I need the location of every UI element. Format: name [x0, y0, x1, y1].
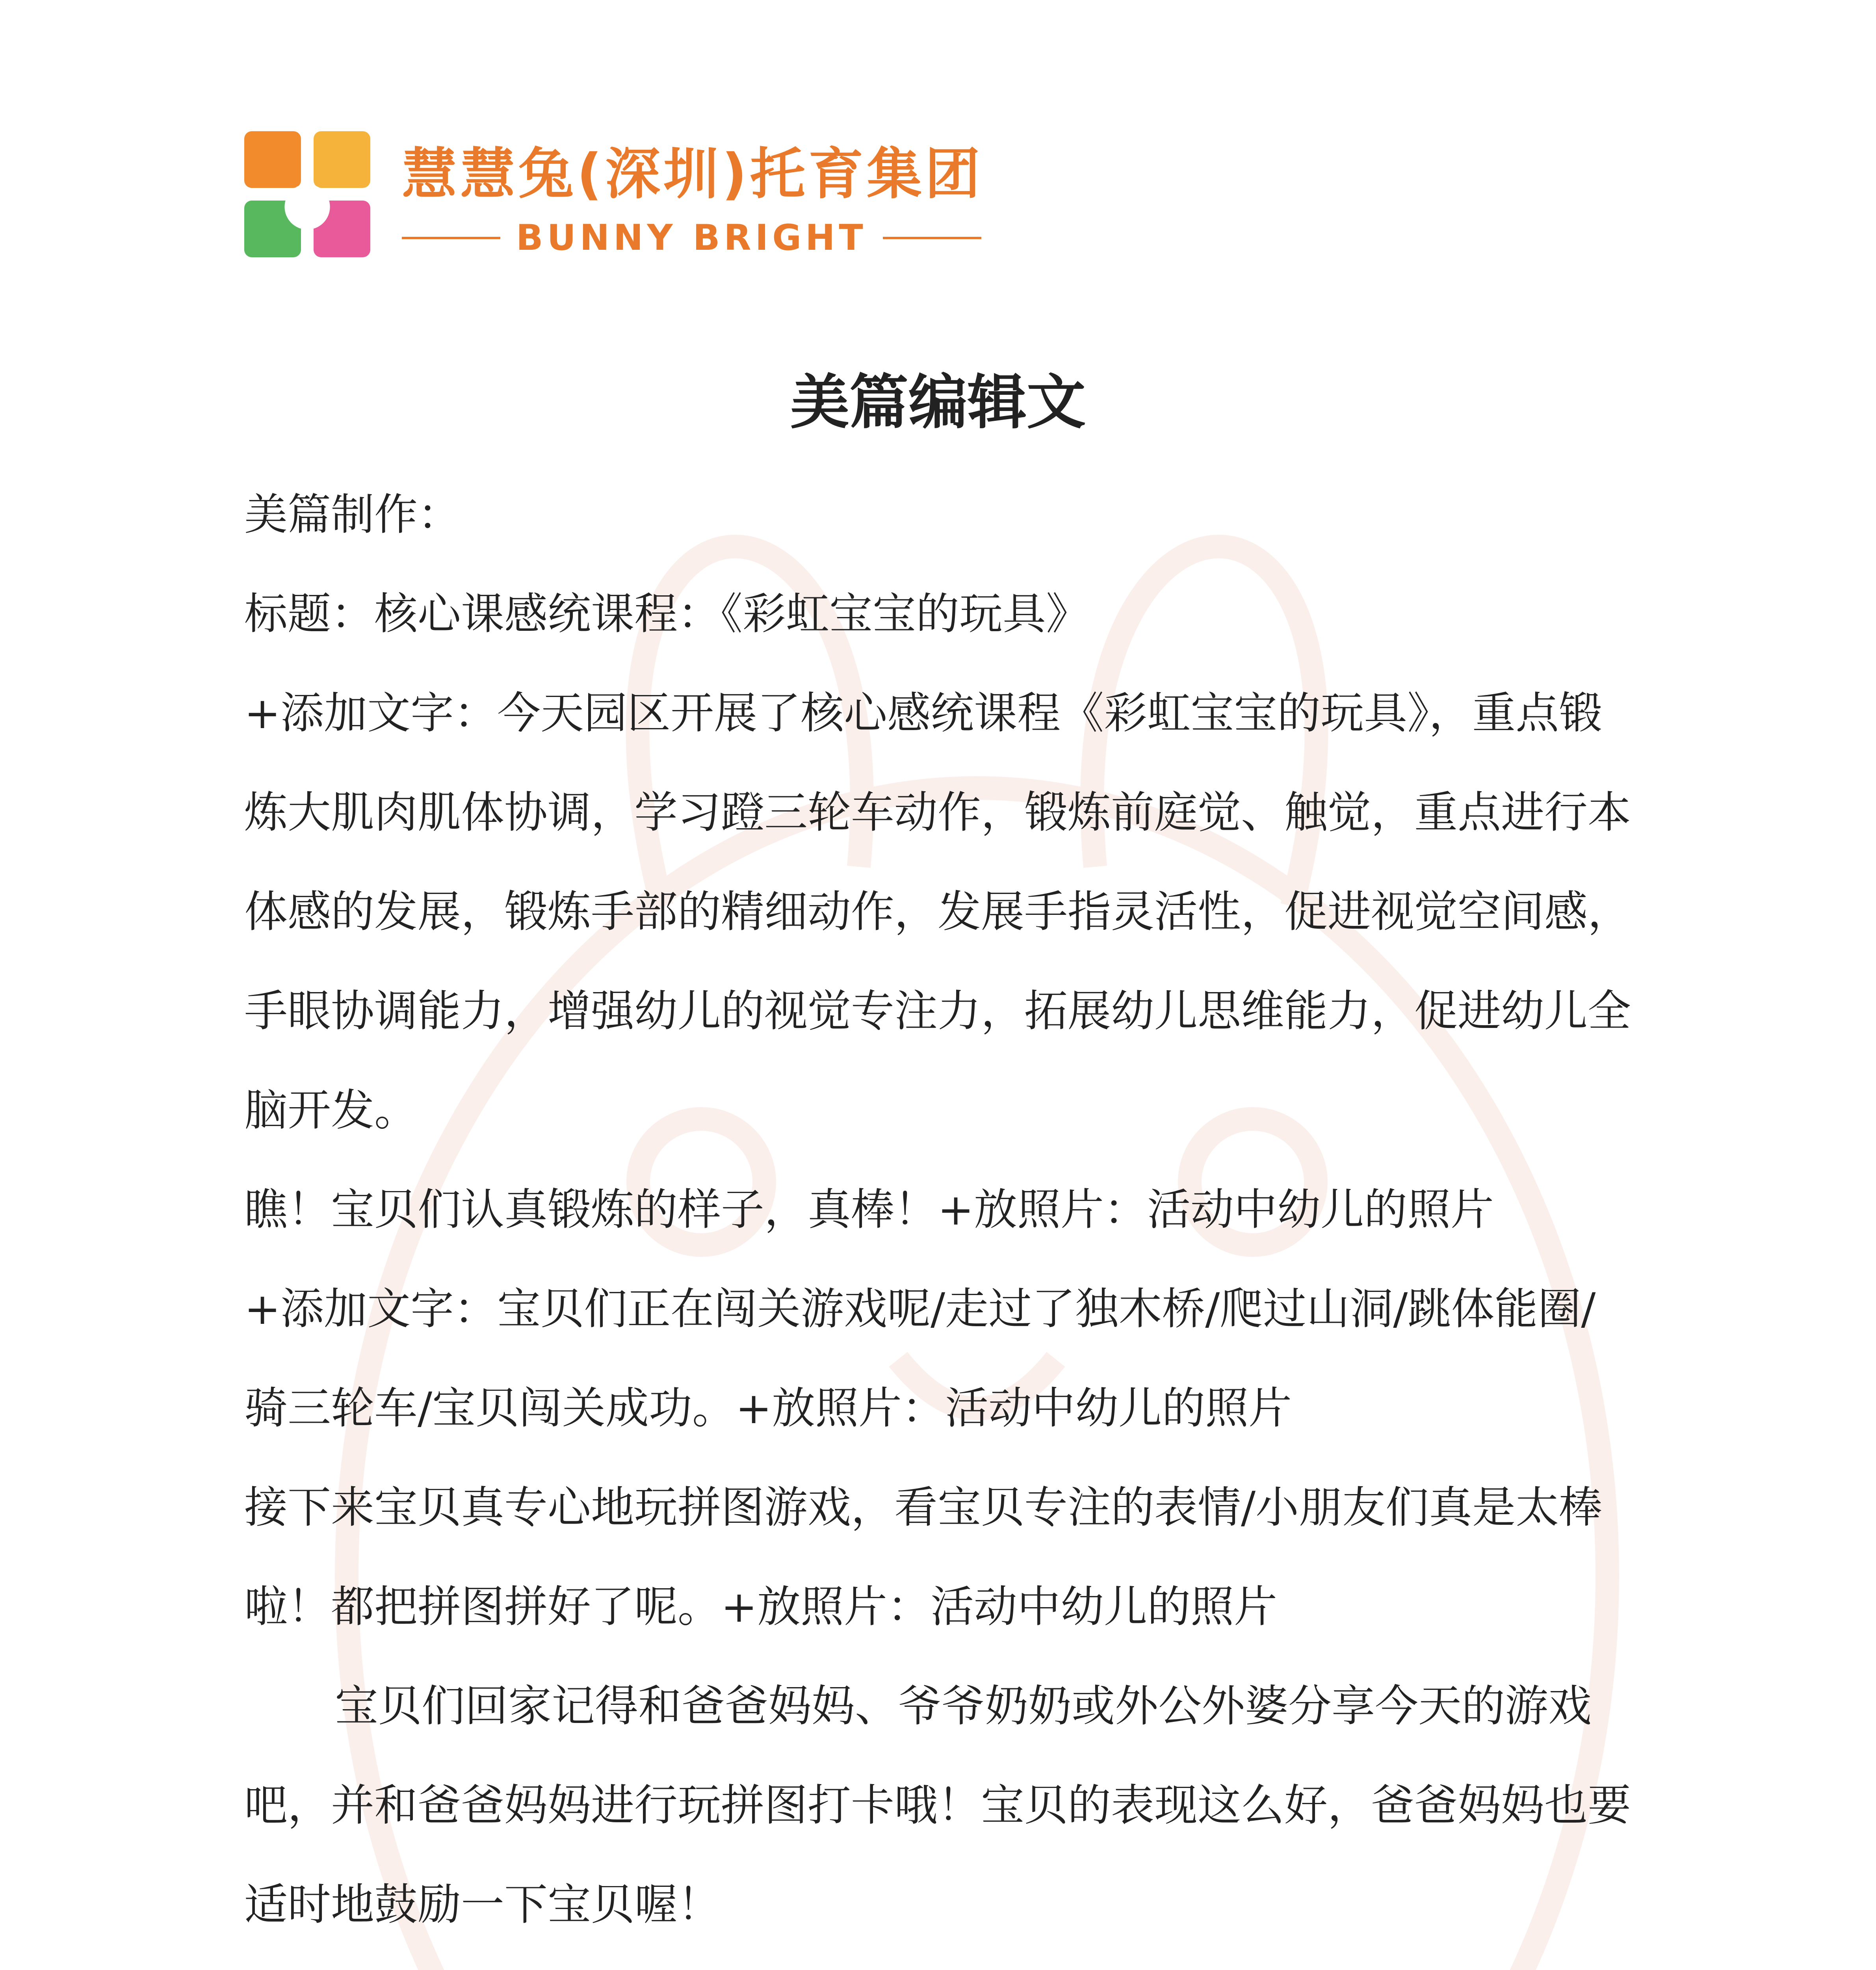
brand-header [244, 130, 983, 258]
bunny-logo-icon [244, 131, 370, 257]
brand-name-en-text: BUNNY BRIGHT [516, 217, 867, 258]
brand-name-cn: 慧慧兔(深圳)托育集团 [402, 142, 983, 206]
brand-name-en [402, 217, 983, 258]
brand-text [402, 130, 983, 258]
paragraph: 美篇制作： [244, 489, 461, 540]
paragraph: 瞧！宝贝们认真锻炼的样子，真棒！+放照片：活动中幼儿的照片 [244, 1184, 1494, 1235]
paragraph: 宝贝们回家记得和爸爸妈妈、爷爷奶奶或外公外婆分享今天的游戏吧，并和爸爸妈妈进行玩拼图打卡哦！宝贝的表现这么好，爸爸妈妈也要适时地鼓励一下宝贝喔！ [244, 1681, 1631, 1930]
divider [883, 237, 981, 239]
paragraph: +添加文字：今天园区开展了核心感统课程《彩虹宝宝的玩具》，重点锻炼大肌肉肌体协调，学习蹬三轮车动作，锻炼前庭觉、触觉，重点进行本体感的发展，锻炼手部的精细动作，发展手指灵活性，促进视觉空间感，手眼协调能力，增强幼儿的视觉专注力，拓展幼儿思维能力，促进幼儿全脑开发。 [244, 688, 1631, 1136]
divider [402, 237, 500, 239]
document-body [244, 465, 1632, 1954]
paragraph: 接下来宝贝真专心地玩拼图游戏，看宝贝专注的表情/小朋友们真是太棒啦！都把拼图拼好了呢。+放照片：活动中幼儿的照片 [244, 1482, 1603, 1632]
paragraph: +添加文字：宝贝们正在闯关游戏呢/走过了独木桥/爬过山洞/跳体能圈/骑三轮车/宝贝闯关成功。+放照片：活动中幼儿的照片 [244, 1284, 1596, 1433]
document-title: 美篇编辑文 [790, 368, 1086, 437]
paragraph: 标题：核心课感统课程：《彩虹宝宝的玩具》 [244, 589, 1089, 639]
